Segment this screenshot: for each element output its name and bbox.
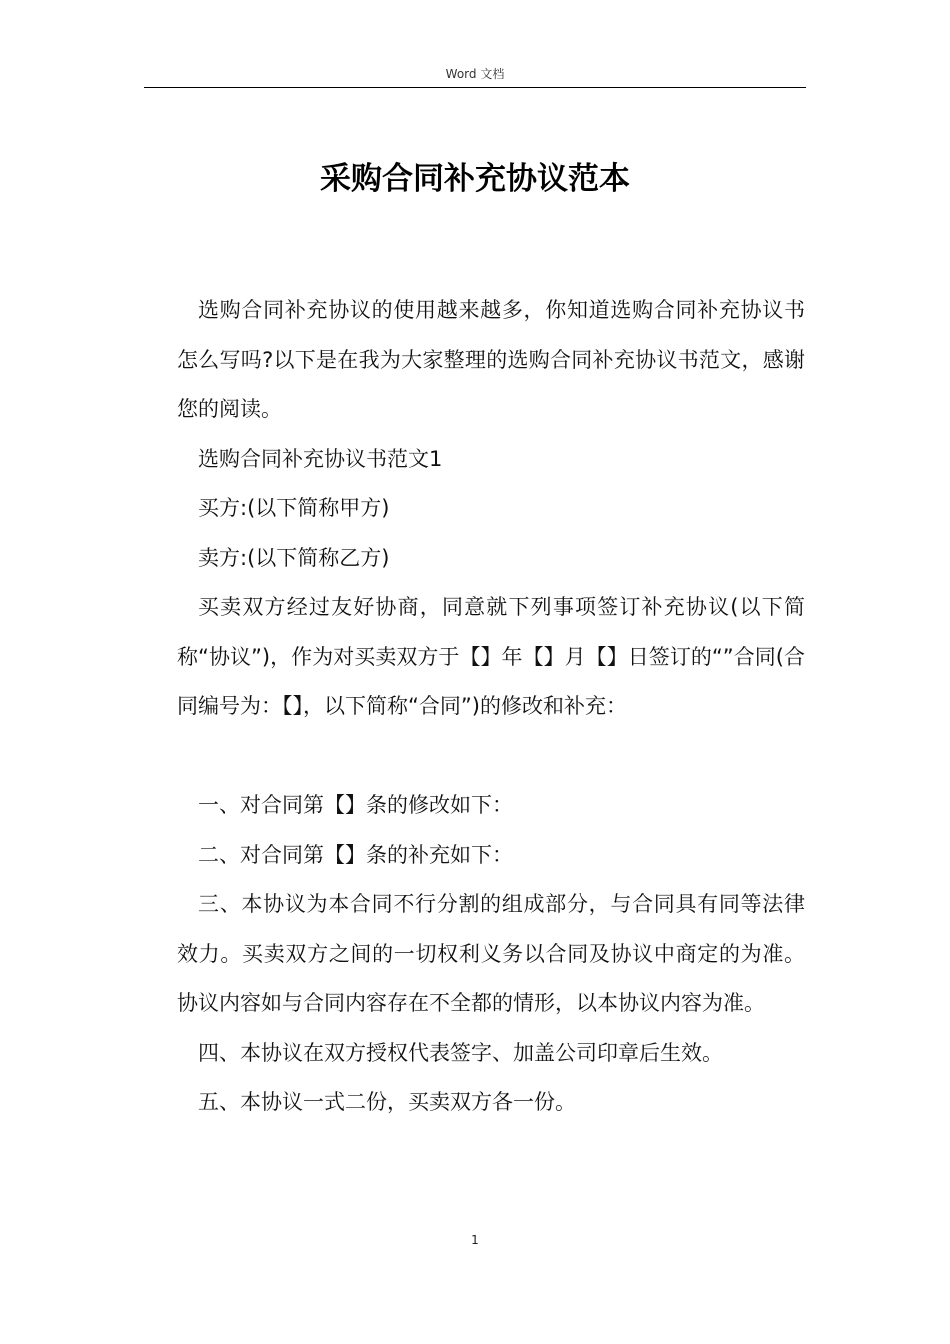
intro-paragraph: 选购合同补充协议的使用越来越多，你知道选购合同补充协议书怎么写吗?以下是在我为大家整理的选购合同补充协议书范文，感谢您的阅读。 <box>177 298 805 421</box>
clause-2: 二、对合同第【】条的补充如下： <box>198 842 513 867</box>
clause-1: 一、对合同第【】条的修改如下： <box>198 793 513 817</box>
buyer-line: 买方:(以下简称甲方) <box>198 496 390 520</box>
document-title: 采购合同补充协议范本 <box>320 161 630 197</box>
document-body <box>177 286 805 1128</box>
seller-line: 卖方:(以下简称乙方) <box>198 545 390 570</box>
header-divider <box>144 87 806 88</box>
blank-line <box>177 732 805 782</box>
sample-heading: 选购合同补充协议书范文1 <box>198 446 443 471</box>
clause-5: 五、本协议一式二份，买卖双方各一份。 <box>198 1090 576 1114</box>
clause-4: 四、本协议在双方授权代表签字、加盖公司印章后生效。 <box>198 1040 723 1065</box>
document-header-label: Word 文档 <box>445 67 505 81</box>
page-number: 1 <box>471 1233 479 1247</box>
preamble-paragraph: 买卖双方经过友好协商，同意就下列事项签订补充协议(以下简称“协议”)，作为对买卖双方于【】年【】月【】日签订的“”合同(合同编号为：【】，以下简称“合同”)的修改和补充： <box>177 595 805 718</box>
clause-3: 三、本协议为本合同不行分割的组成部分，与合同具有同等法律效力。买卖双方之间的一切权利义务以合同及协议中商定的为准。协议内容如与合同内容存在不全都的情形，以本协议内容为准。 <box>177 892 805 1015</box>
